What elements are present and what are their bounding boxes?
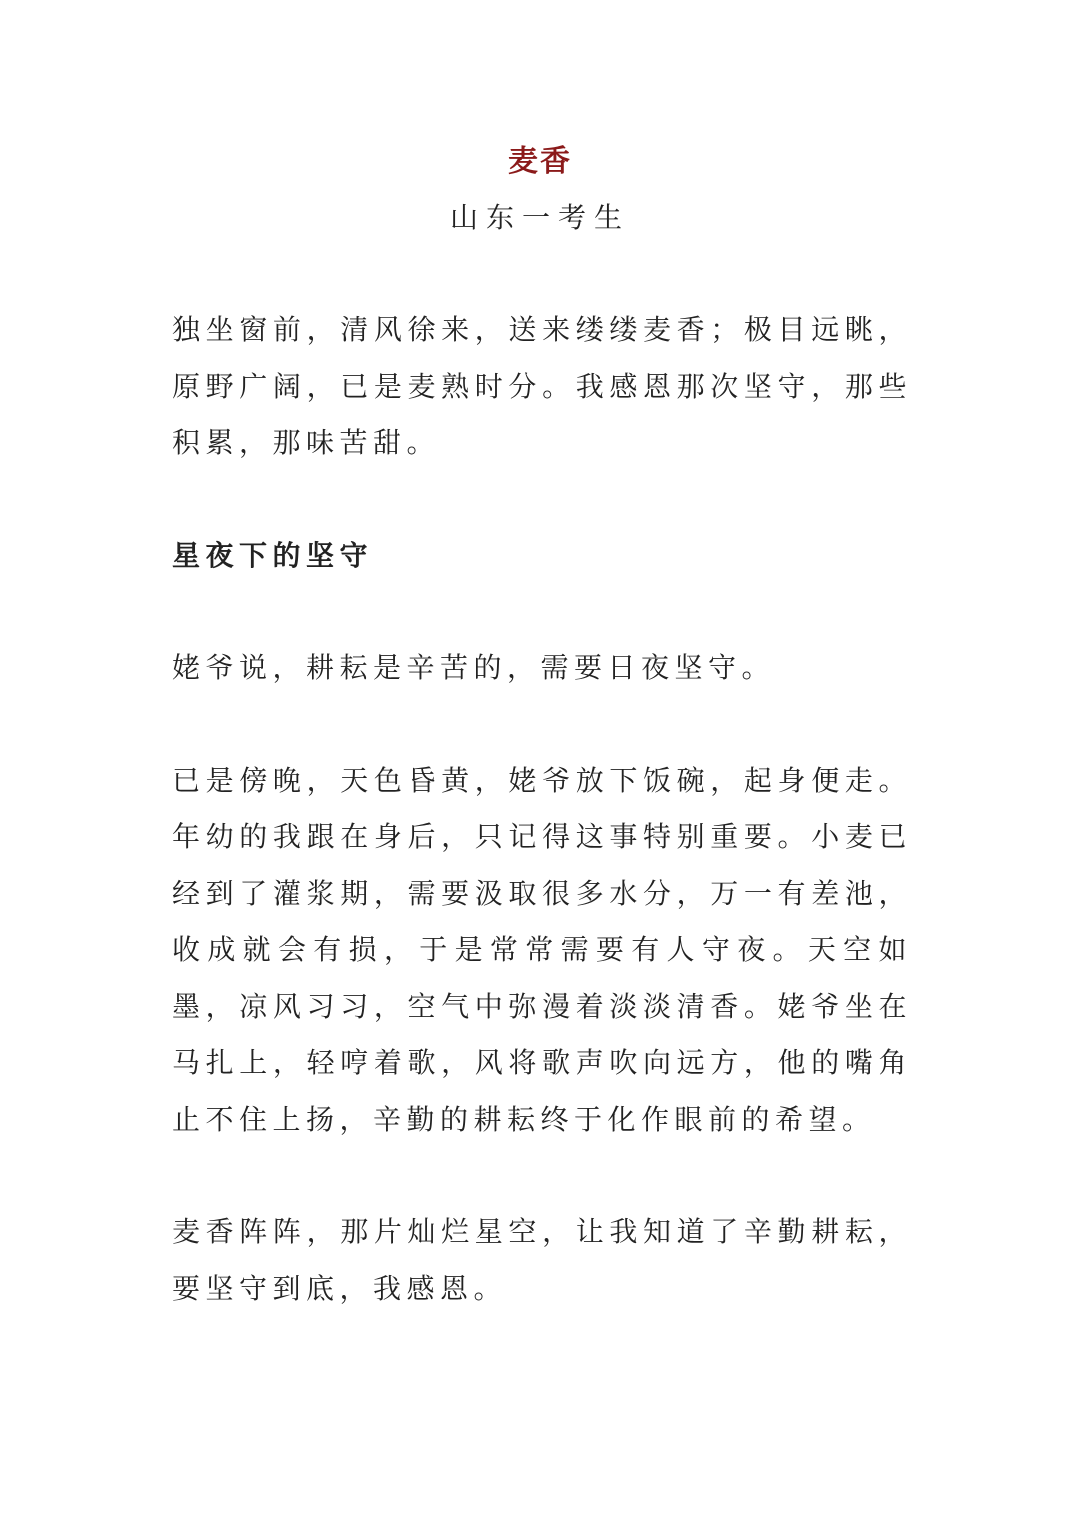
article-author: 山东一考生 <box>449 201 630 234</box>
body-paragraph: 麦香阵阵，那片灿烂星空，让我知道了辛勤耕耘，要坚守到底，我感恩。 <box>172 1215 912 1305</box>
article-title: 麦香 <box>508 144 572 179</box>
intro-paragraph: 独坐窗前，清风徐来，送来缕缕麦香；极目远眺，原野广阔，已是麦熟时分。我感恩那次坚守，那些积累，那味苦甜。 <box>172 313 912 459</box>
body-paragraph: 已是傍晚，天色昏黄，姥爷放下饭碗，起身便走。年幼的我跟在身后，只记得这事特别重要。小麦已经到了灌浆期，需要汲取很多水分，万一有差池，收成就会有损，于是常常需要有人守夜。天空如墨，凉风习习，空气中弥漫着淡淡清香。姥爷坐在马扎上，轻哼着歌，风将歌声吹向远方，他的嘴角止不住上扬，辛勤的耕耘终于化作眼前的希望。 <box>172 763 912 1136</box>
body-paragraph: 姥爷说，耕耘是辛苦的，需要日夜坚守。 <box>172 651 776 684</box>
section-heading: 星夜下的坚守 <box>172 538 374 572</box>
article-body <box>172 302 912 1317</box>
